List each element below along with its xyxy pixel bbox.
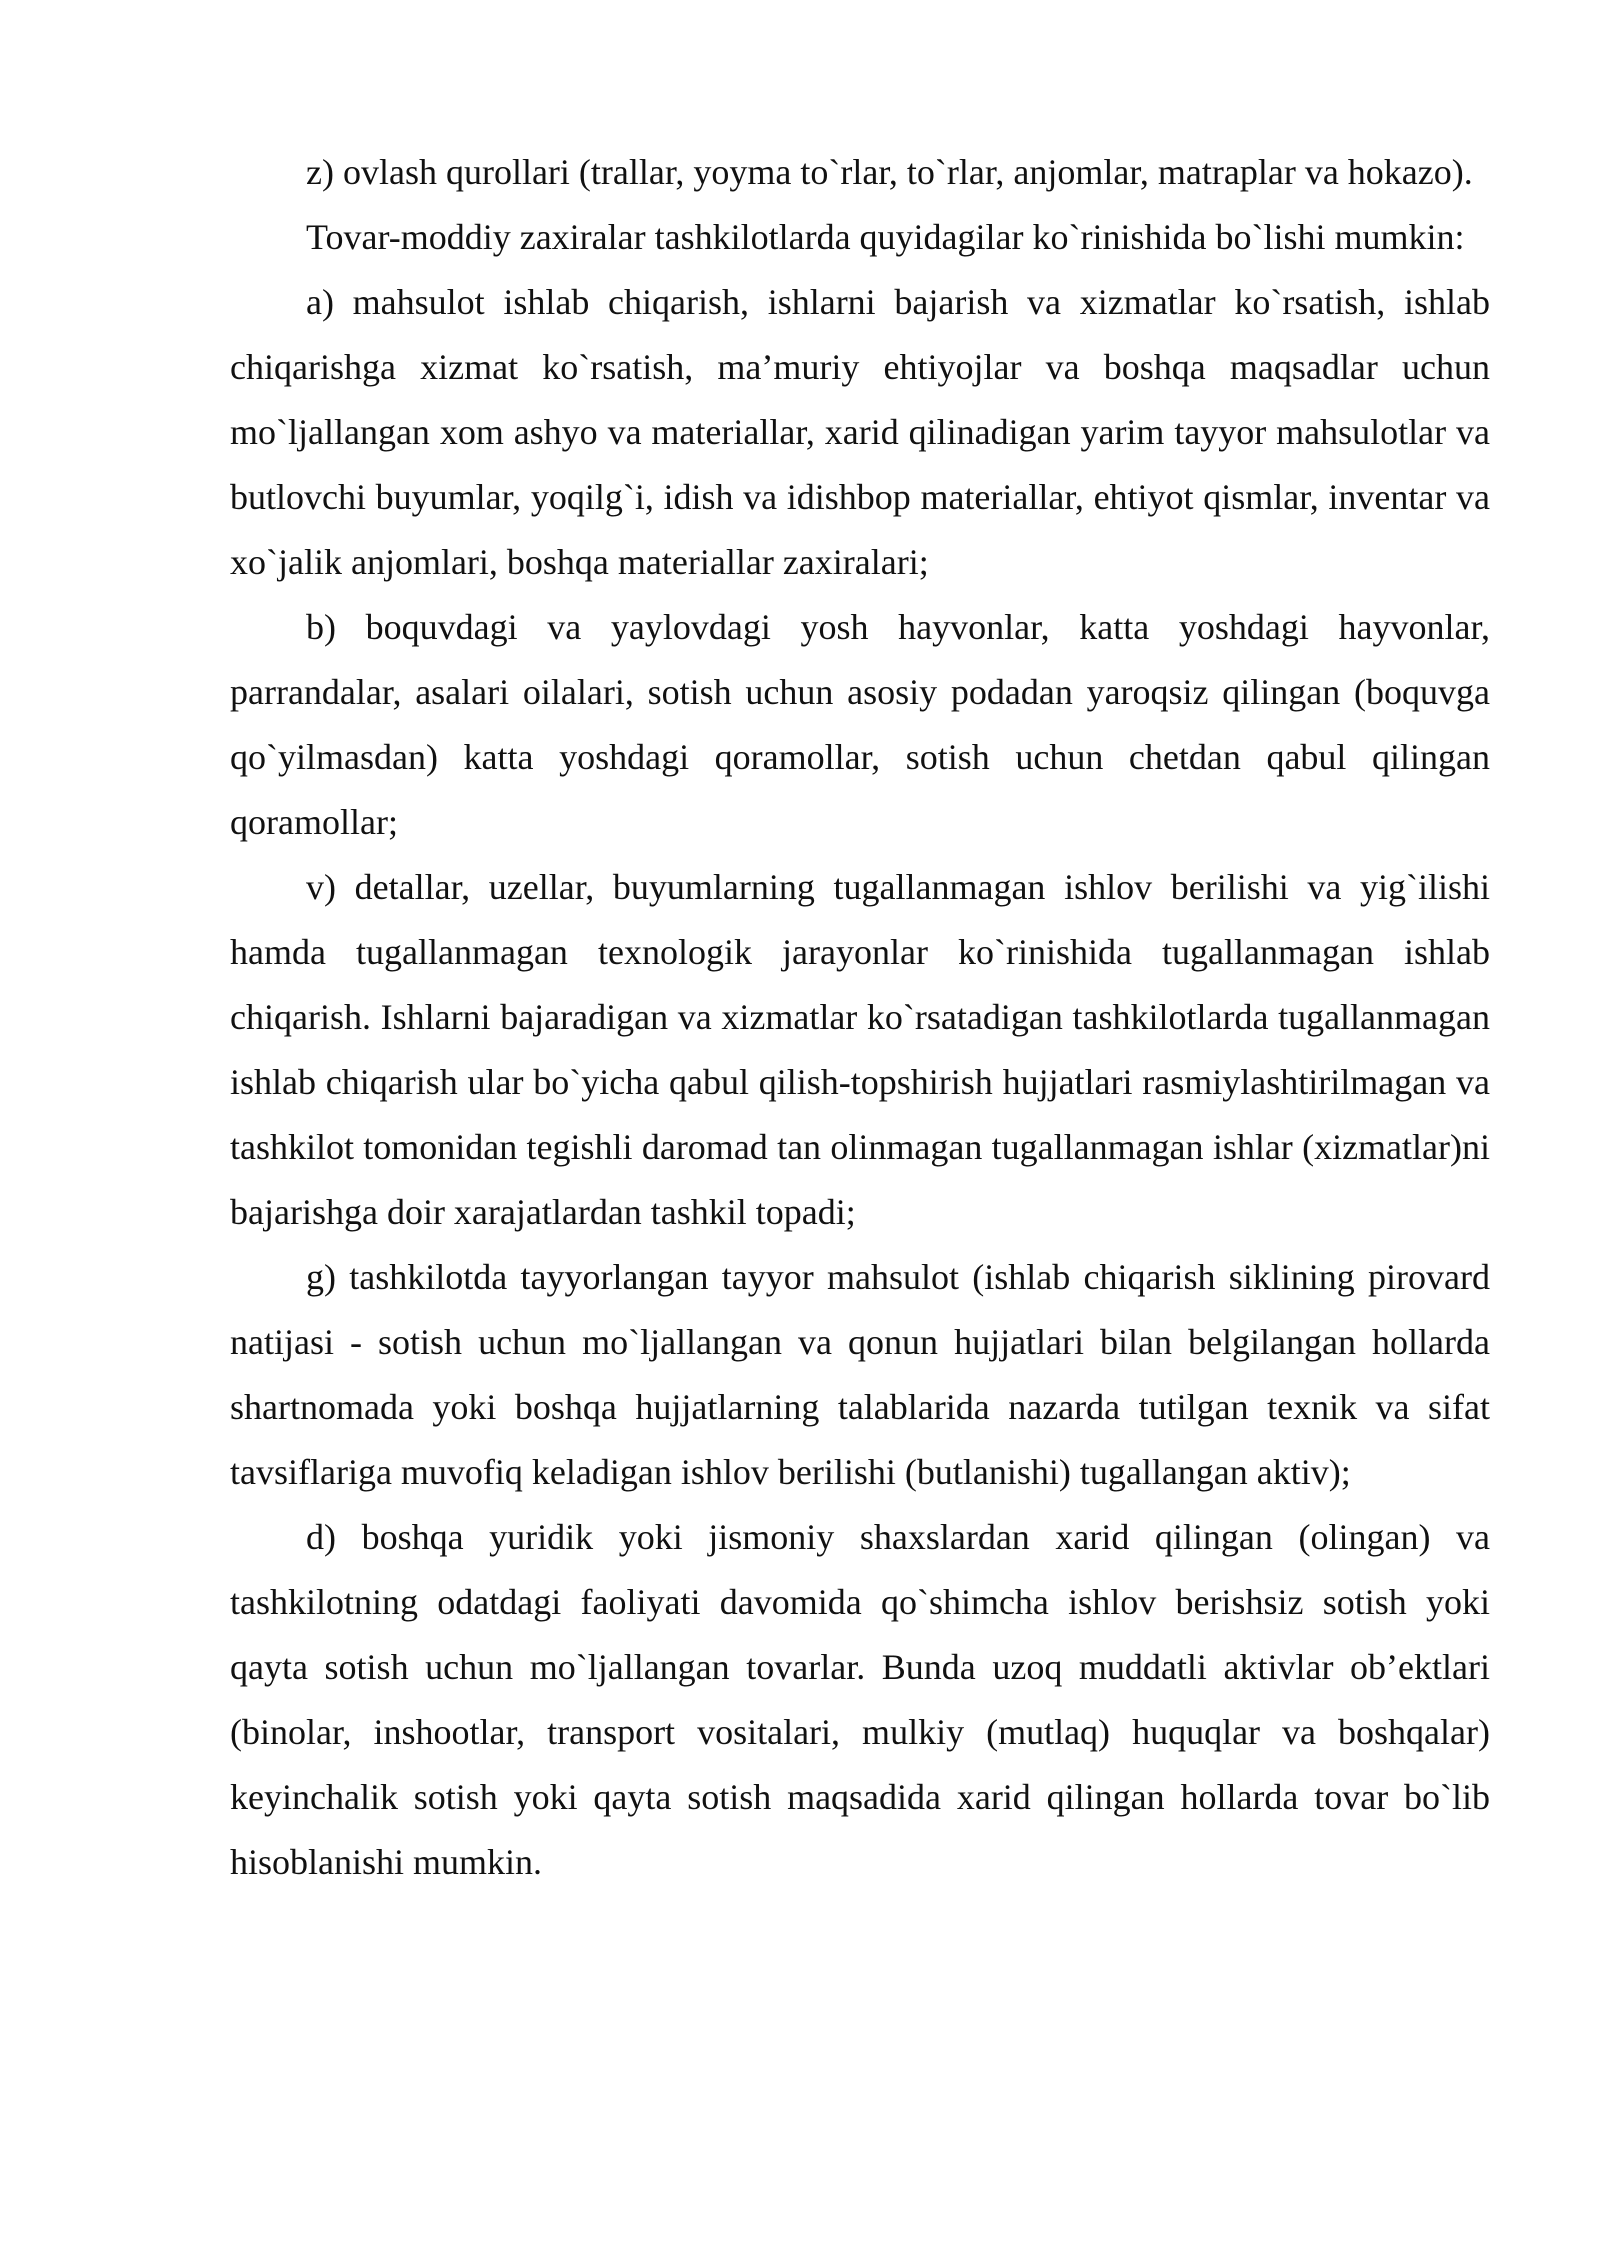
paragraph-item-b-animals: b) boquvdagi va yaylovdagi yosh hayvonlar, katta yoshdagi hayvonlar, parrandalar, asalari oilalari, sotish uchun asosiy podadan yaroqsiz qilingan (boquvga qo`yilmasdan) katta yoshdagi qoramollar, sotish uchun chetdan qabul qilingan qoramollar;: [230, 607, 1490, 842]
paragraph-inventory-forms-intro: Tovar-moddiy zaxiralar tashkilotlarda quyidagilar ko`rinishida bo`lishi mumkin:: [306, 217, 1465, 257]
document-page: [230, 140, 1490, 1895]
paragraph-item-d-goods: d) boshqa yuridik yoki jismoniy shaxslardan xarid qilingan (olingan) va tashkilotning odatdagi faoliyati davomida qo`shimcha ishlov berishsiz sotish yoki qayta sotish uchun mo`ljallangan tovarlar. Bunda uzoq muddatli aktivlar ob’ektlari (binolar, inshootlar, transport vositalari, mulkiy (mutlaq) huquqlar va boshqalar) keyinchalik sotish yoki qayta sotish maqsadida xarid qilingan hollarda tovar bo`lib hisoblanishi mumkin.: [230, 1517, 1490, 1882]
paragraph-item-g-finished-products: g) tashkilotda tayyorlangan tayyor mahsulot (ishlab chiqarish siklining pirovard natijasi - sotish uchun mo`ljallangan va qonun hujjatlari bilan belgilangan hollarda shartnomada yoki boshqa hujjatlarning talablarida nazarda tutilgan texnik va sifat tavsiflariga muvofiq keladigan ishlov berilishi (butlanishi) tugallangan aktiv);: [230, 1257, 1490, 1492]
paragraph-fishing-gear: z) ovlash qurollari (trallar, yoyma to`rlar, to`rlar, anjomlar, matraplar va hokazo).: [306, 152, 1473, 192]
paragraph-item-a-materials: a) mahsulot ishlab chiqarish, ishlarni bajarish va xizmatlar ko`rsatish, ishlab chiqarishga xizmat ko`rsatish, ma’muriy ehtiyojlar va boshqa maqsadlar uchun mo`ljallangan xom ashyo va materiallar, xarid qilinadigan yarim tayyor mahsulotlar va butlovchi buyumlar, yoqilg`i, idish va idishbop materiallar, ehtiyot qismlar, inventar va xo`jalik anjomlari, boshqa materiallar zaxiralari;: [230, 282, 1490, 582]
paragraph-item-v-work-in-progress: v) detallar, uzellar, buyumlarning tugallanmagan ishlov berilishi va yig`ilishi hamda tugallanmagan texnologik jarayonlar ko`rinishida tugallanmagan ishlab chiqarish. Ishlarni bajaradigan va xizmatlar ko`rsatadigan tashkilotlarda tugallanmagan ishlab chiqarish ular bo`yicha qabul qilish-topshirish hujjatlari rasmiylashtirilmagan va tashkilot tomonidan tegishli daromad tan olinmagan tugallanmagan ishlar (xizmatlar)ni bajarishga doir xarajatlardan tashkil topadi;: [230, 867, 1490, 1232]
